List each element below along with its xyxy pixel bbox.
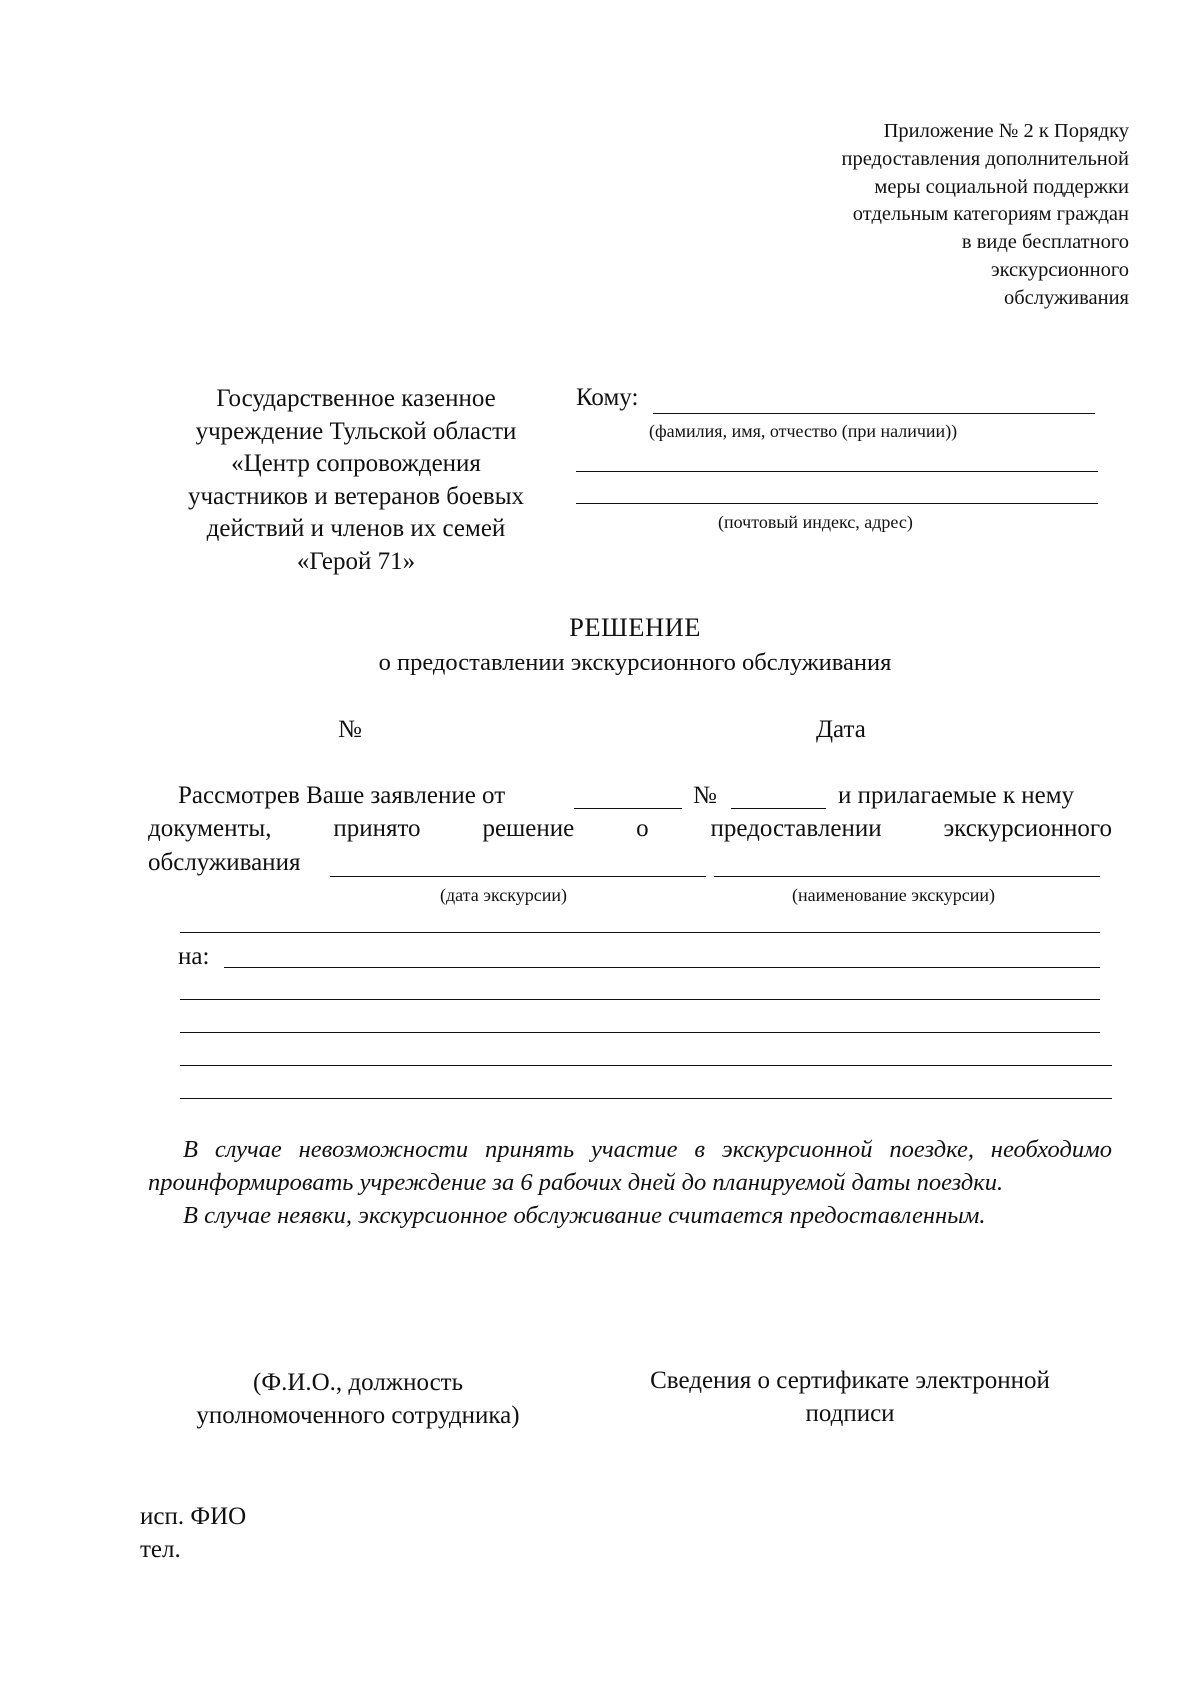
participants-label: на: <box>178 943 210 970</box>
decision-date-label: Дата <box>816 716 866 743</box>
addressee-name-line[interactable] <box>653 413 1095 414</box>
annex-line: обслуживания <box>1003 286 1129 309</box>
annex-line: предоставления дополнительной <box>841 147 1129 170</box>
addressee-label: Кому: <box>576 384 639 411</box>
body-decision-line <box>148 813 1112 845</box>
signer-block <box>148 1367 568 1432</box>
signer-line: уполномоченного сотрудника) <box>196 1401 520 1429</box>
body-application-text: Рассмотрев Ваше заявление от <box>178 782 506 809</box>
excursion-date-caption: (дата экскурсии) <box>440 885 568 905</box>
excursion-date-line[interactable] <box>330 876 706 877</box>
addressee-address-line-2[interactable] <box>576 503 1098 504</box>
body-word: предоставлении <box>710 815 882 842</box>
participants-line-3[interactable] <box>180 1032 1100 1033</box>
notice-paragraph-2: В случае неявки, экскурсионное обслуживание считается предоставленным. <box>183 1202 986 1229</box>
participants-line-4[interactable] <box>180 1065 1112 1066</box>
body-word: экскурсионного <box>943 815 1112 842</box>
annex-line: экскурсионного <box>990 258 1129 281</box>
annex-line: отдельным категориям граждан <box>852 203 1129 226</box>
body-attached-docs-text: и прилагаемые к нему <box>838 782 1075 809</box>
annex-line: в виде бесплатного <box>961 231 1129 254</box>
application-date-line[interactable] <box>574 808 682 809</box>
excursion-name-line[interactable] <box>714 876 1100 877</box>
annex-line: меры социальной поддержки <box>874 175 1129 198</box>
excursion-name-caption: (наименование экскурсии) <box>792 885 996 905</box>
participants-line-5[interactable] <box>180 1098 1112 1099</box>
annex-line: Приложение № 2 к Порядку <box>883 120 1129 142</box>
notice-paragraph-1: В случае невозможности принять участие в экскурсионной поездке, необходимо проинформировать учреждение за 6 рабочих дней до планируемой даты поездки. <box>148 1136 1112 1196</box>
annex-header <box>709 118 1129 313</box>
certificate-line: Сведения о сертификате электронной <box>650 1367 1050 1394</box>
institution-line: «Герой 71» <box>296 547 416 575</box>
notice-block <box>148 1133 1112 1232</box>
document-title: РЕШЕНИЕ <box>569 612 701 642</box>
executor-label: исп. ФИО <box>140 1503 247 1530</box>
decision-number-label: № <box>338 716 362 743</box>
institution-line: «Центр сопровождения <box>231 450 481 478</box>
institution-name <box>148 383 564 579</box>
excursion-extra-line[interactable] <box>180 932 1100 933</box>
institution-line: учреждение Тульской области <box>195 417 517 445</box>
body-word: принято <box>333 815 421 842</box>
body-service-label: обслуживания <box>148 849 301 876</box>
institution-line: действий и членов их семей <box>206 515 506 543</box>
participants-line-2[interactable] <box>180 999 1100 1000</box>
application-number-sign: № <box>693 782 717 809</box>
addressee-name-caption: (фамилия, имя, отчество (при наличии)) <box>649 421 958 441</box>
phone-label: тел. <box>140 1536 181 1563</box>
participants-line-1[interactable] <box>224 967 1100 968</box>
signature-certificate-block <box>600 1365 1100 1430</box>
document-subtitle: о предоставлении экскурсионного обслуживания <box>378 649 892 676</box>
body-word: документы, <box>148 815 272 842</box>
application-number-line[interactable] <box>731 808 826 809</box>
signer-line: (Ф.И.О., должность <box>253 1369 463 1396</box>
addressee-address-line-1[interactable] <box>576 471 1098 472</box>
certificate-line: подписи <box>805 1399 895 1427</box>
addressee-address-caption: (почтовый индекс, адрес) <box>718 512 913 532</box>
body-word: о <box>636 815 649 842</box>
body-word: решение <box>482 815 575 842</box>
institution-line: Государственное казенное <box>216 385 496 412</box>
institution-line: участников и ветеранов боевых <box>187 482 525 510</box>
footer <box>140 1500 246 1566</box>
